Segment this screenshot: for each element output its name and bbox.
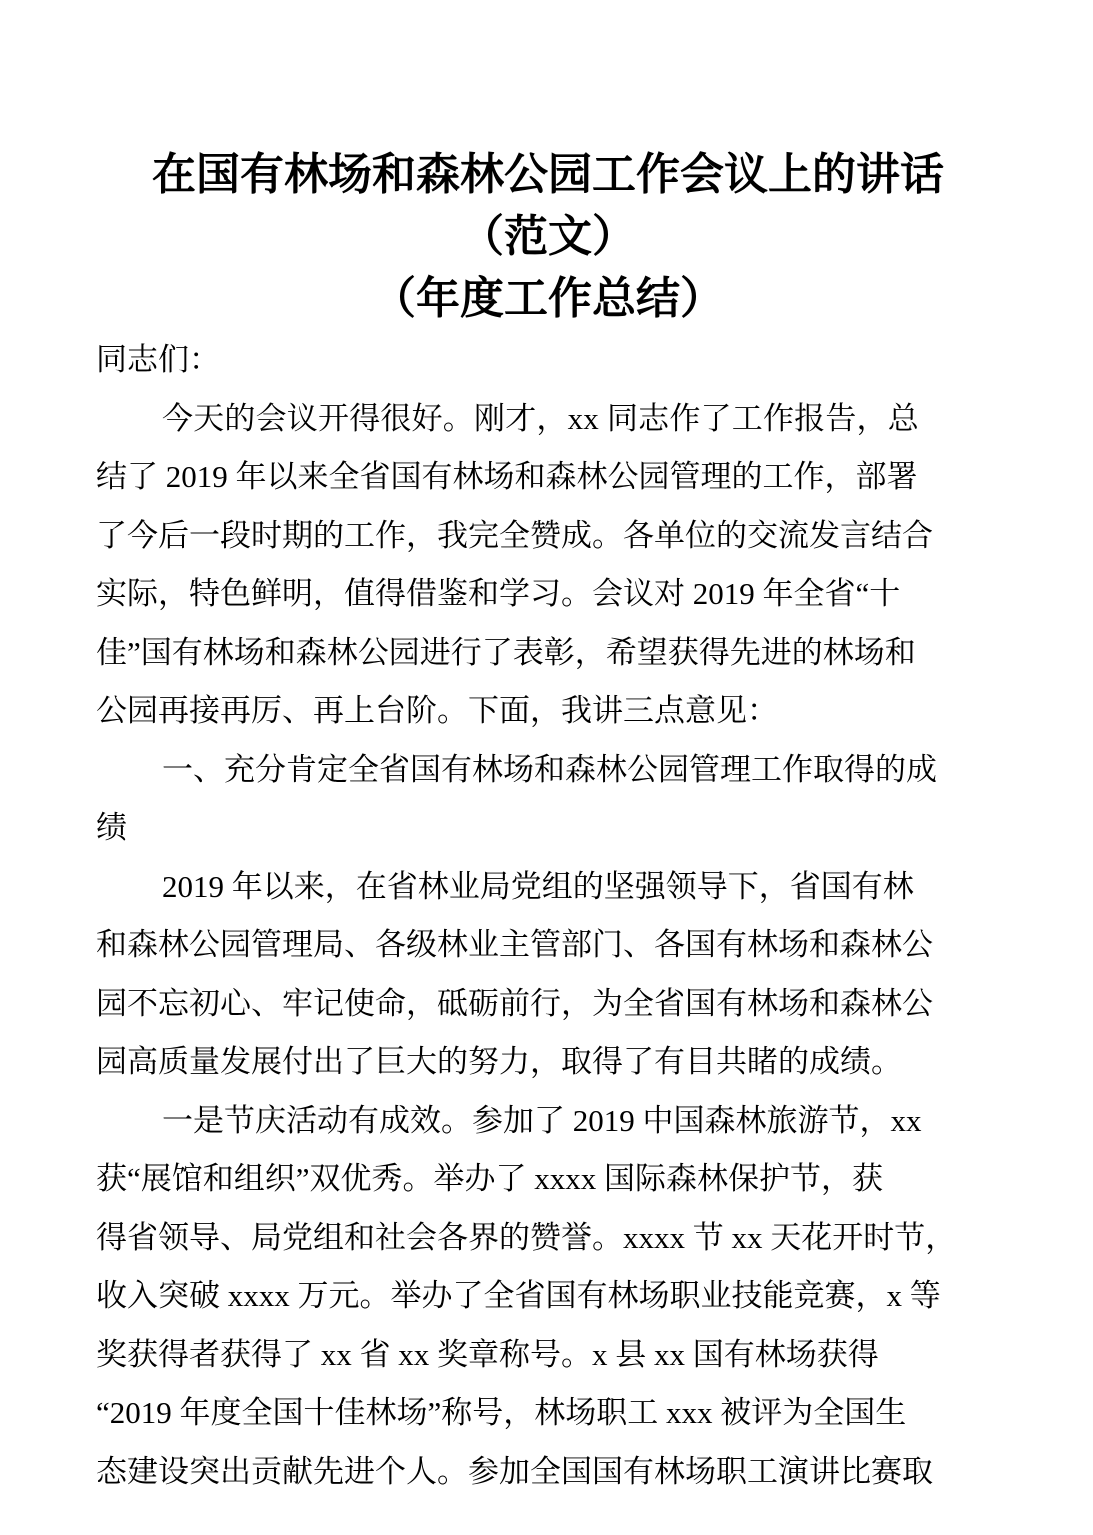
document-body	[96, 331, 1000, 1501]
paragraph-line: “2019 年度全国十佳林场”称号，林场职工 xxx 被评为全国生	[96, 1395, 907, 1430]
paragraph-line: 园不忘初心、牢记使命，砥砺前行，为全省国有林场和森林公	[96, 985, 933, 1021]
paragraph-line: 得省领导、局党组和社会各界的赞誉。xxxx 节 xx 天花开时节，	[96, 1219, 957, 1255]
document-subtitle: （范文）	[460, 211, 636, 262]
paragraph-line: 奖获得者获得了 xx 省 xx 奖章称号。x 县 xx 国有林场获得	[96, 1336, 879, 1372]
paragraph-line: 一是节庆活动有成效。参加了 2019 中国森林旅游节，xx	[162, 1102, 922, 1138]
paragraph-line: 态建设突出贡献先进个人。参加全国国有林场职工演讲比赛取	[96, 1453, 933, 1489]
paragraph-line: 收入突破 xxxx 万元。举办了全省国有林场职业技能竞赛，x 等	[96, 1278, 941, 1313]
paragraph-line: 佳”国有林场和森林公园进行了表彰，希望获得先进的林场和	[96, 634, 916, 670]
document-subtitle-category: （年度工作总结）	[372, 273, 724, 324]
paragraph-line: 结了 2019 年以来全省国有林场和森林公园管理的工作，部署	[96, 459, 918, 494]
paragraph-line: 实际，特色鲜明，值得借鉴和学习。会议对 2019 年全省“十	[96, 576, 901, 611]
paragraph-line: 今天的会议开得很好。刚才，xx 同志作了工作报告，总	[162, 400, 919, 436]
salutation: 同志们：	[96, 342, 220, 377]
document-title: 在国有林场和森林公园工作会议上的讲话	[152, 149, 944, 200]
section-heading-line: 一、充分肯定全省国有林场和森林公园管理工作取得的成	[162, 751, 937, 787]
paragraph-line: 公园再接再厉、再上台阶。下面，我讲三点意见：	[96, 693, 778, 728]
paragraph-line: 2019 年以来，在省林业局党组的坚强领导下，省国有林	[162, 868, 914, 904]
paragraph-line: 了今后一段时期的工作，我完全赞成。各单位的交流发言结合	[96, 517, 933, 553]
paragraph-line: 园高质量发展付出了巨大的努力，取得了有目共睹的成绩。	[96, 1044, 902, 1079]
paragraph-line: 和森林公园管理局、各级林业主管部门、各国有林场和森林公	[96, 927, 933, 962]
paragraph-line: 获“展馆和组织”双优秀。举办了 xxxx 国际森林保护节，获	[96, 1161, 884, 1196]
section-heading-line: 绩	[96, 810, 127, 845]
